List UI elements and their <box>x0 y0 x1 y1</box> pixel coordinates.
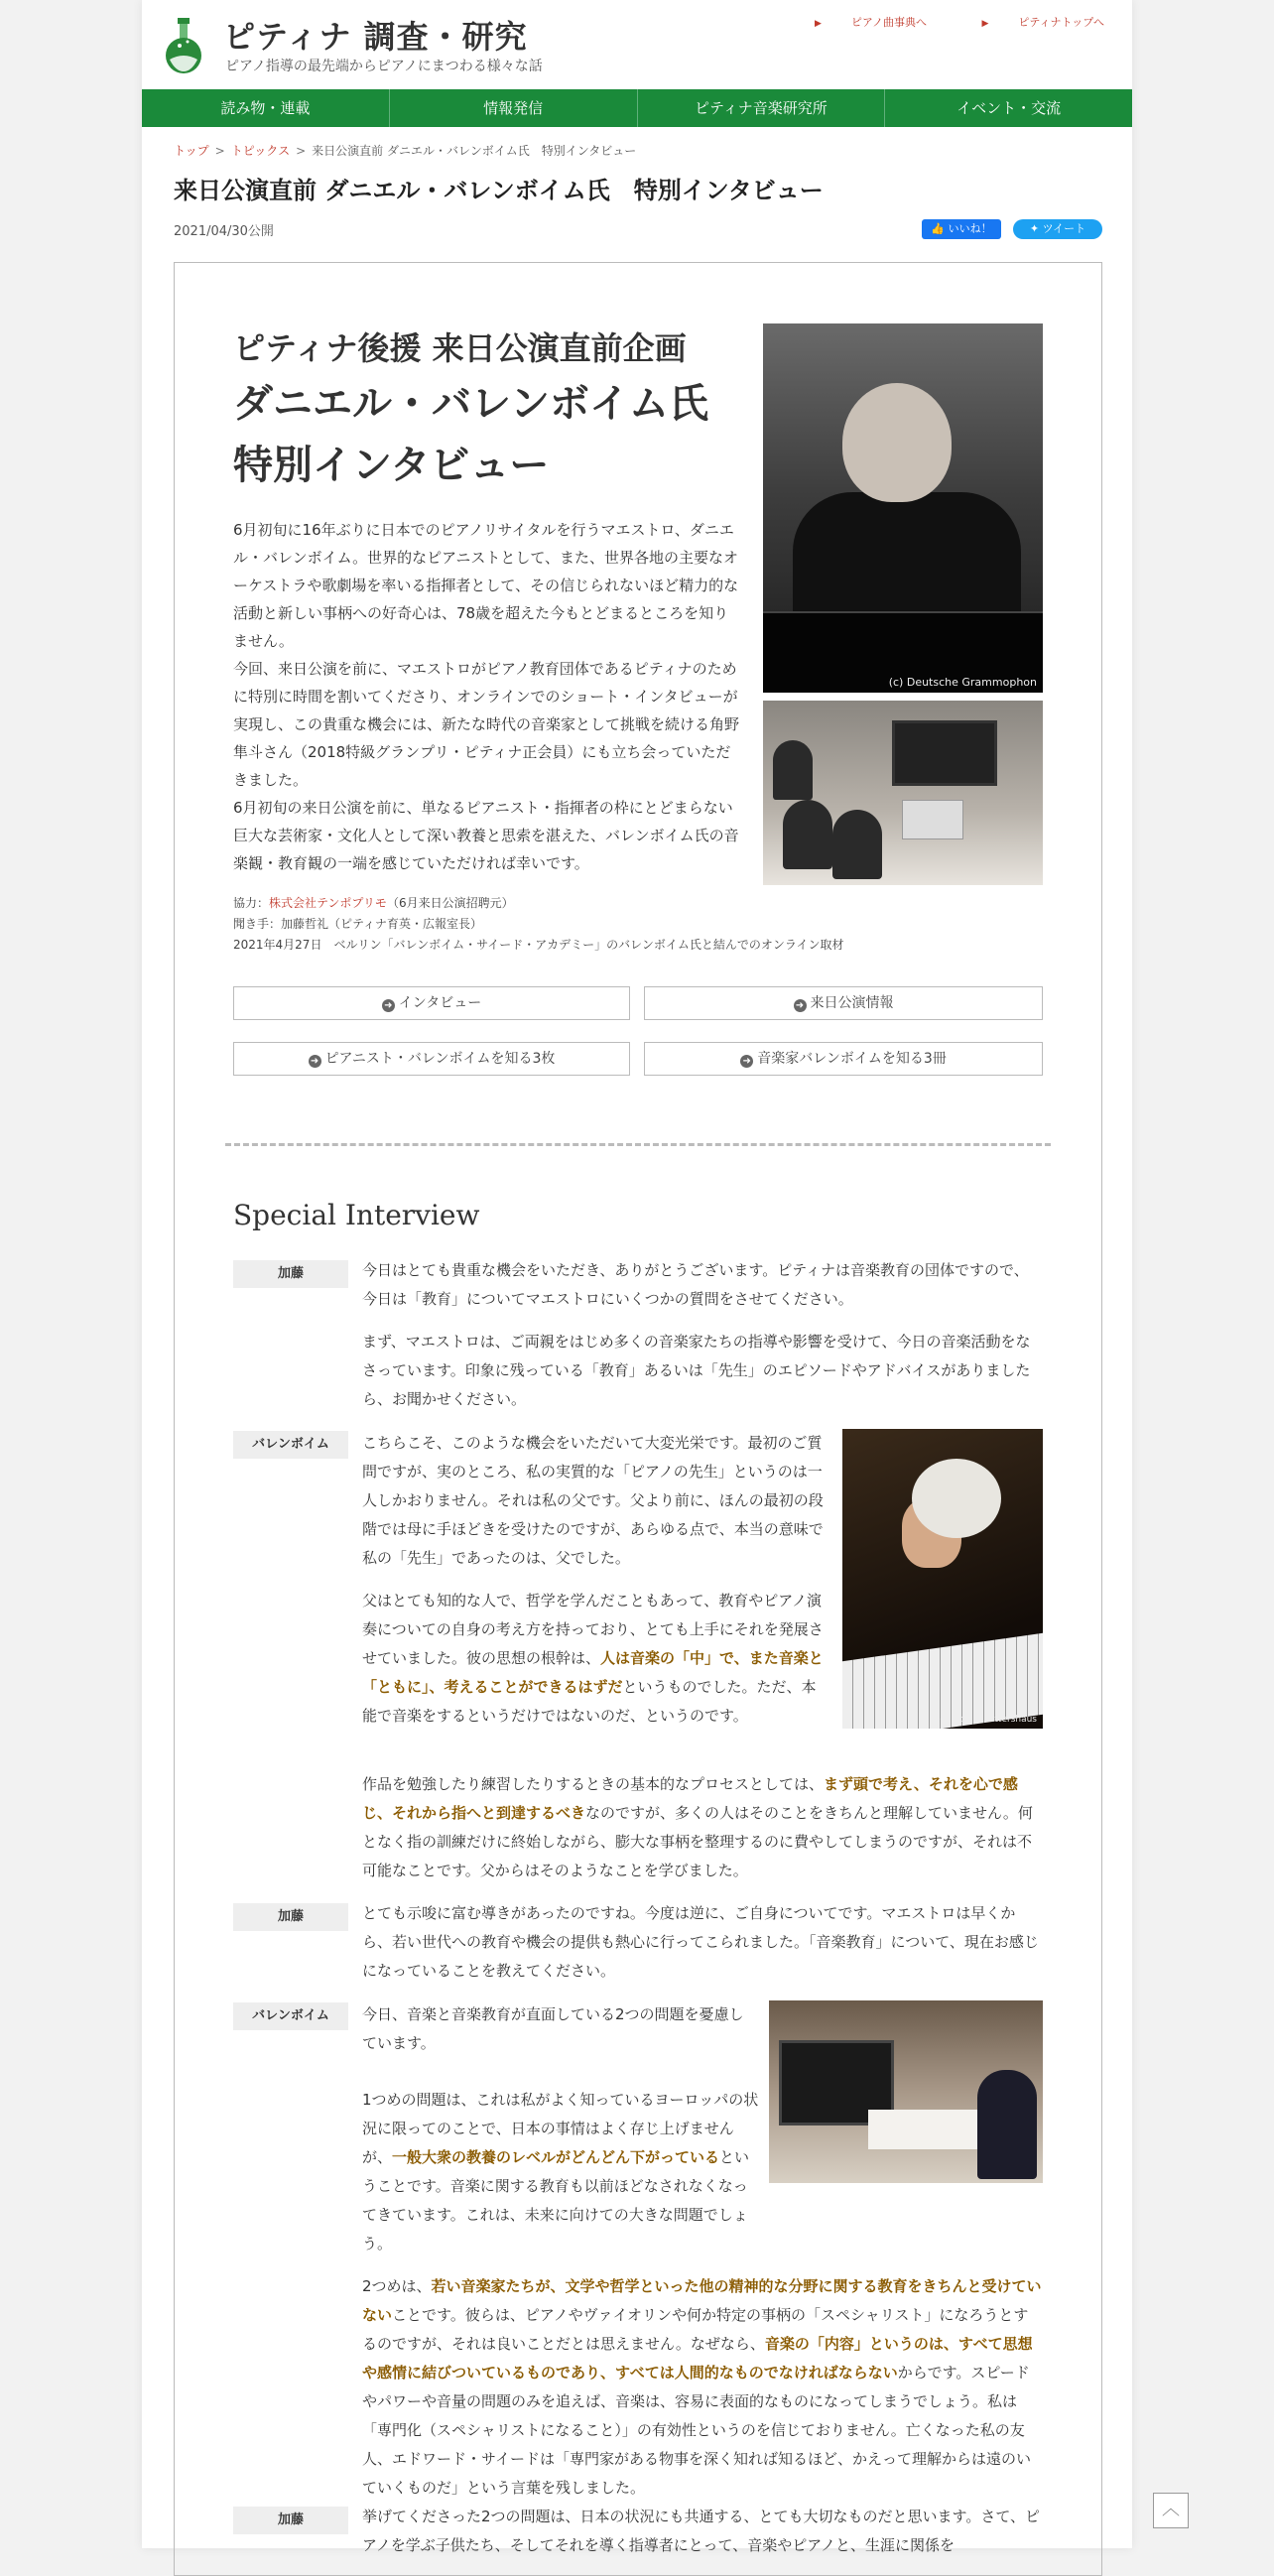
tweet-label: ツイート <box>1042 222 1086 235</box>
photo-credit: (c) Monika Rittershaus <box>936 1715 1037 1725</box>
question-paragraph: とても示唆に富む導きがあったのですね。今度は逆に、ご自身についてです。マエストロは早くから、若い世代への教育や機会の提供も熱心に行ってこられました。「音楽教育」について、現在お感じになっていることを教えてください。 <box>362 1904 1039 1980</box>
answer-text: 2つめは、 <box>362 2277 432 2295</box>
three-books-anchor-button[interactable] <box>644 1042 1043 1076</box>
photo-person <box>783 800 832 869</box>
site-subtitle: ピアノ指導の最先端からピアノにまつわる様々な話 <box>225 59 543 74</box>
twitter-bird-icon: ✦ <box>1029 222 1040 235</box>
speaker-label-kato: 加藤 <box>233 1260 348 1288</box>
breadcrumb-separator: > <box>296 144 307 158</box>
meta-interviewer: 聞き手：加藤哲礼（ピティナ育英・広報室長） <box>233 917 483 931</box>
question-paragraph: 今日はとても貴重な機会をいただき、ありがとうございます。ピティナは音楽教育の団体ですので、今日は「教育」についてマエストロにいくつかの質問をさせてください。 <box>362 1261 1029 1308</box>
arrow-circle-icon: ➜ <box>309 1055 321 1068</box>
answer-paragraph: こちらこそ、このような機会をいただいて大変光栄です。最初のご質問ですが、実のところ、私の実質的な「ピアノの先生」というのは一人しかおりません。それは私の父です。父より前に、ほんの最初の段階では母に手ほどきを受けたのですが、あらゆる点で、本当の意味で私の「先生」であったのは、父でした。 <box>362 1434 824 1567</box>
answer-paragraph <box>362 1587 828 1731</box>
highlighted-text: 人は音楽の「中」で、また音楽と「ともに」、考えることができるはずだ <box>362 1649 824 1696</box>
lead-title-line2: 特別インタビュー <box>233 443 550 488</box>
ptna-top-link[interactable] <box>956 16 1105 29</box>
question-3 <box>362 2503 1043 2574</box>
intro-paragraph: 6月初旬に16年ぶりに日本でのピアノリサイタルを行うマエストロ、ダニエル・バレンボイム。世界的なピアニストとして、また、世界各地の主要なオーケストラや歌劇場を率いる指揮者として、その信じられないほど精力的な活動と新しい事柄への好奇心は、78歳を超えた今もとどまるところを知りません。 <box>233 521 739 650</box>
arrow-circle-icon: ➜ <box>740 1055 753 1068</box>
lead-title-line1: ダニエル・バレンボイム氏 <box>233 381 708 427</box>
speaker-label-kato: 加藤 <box>233 2507 348 2534</box>
answer-1-continued <box>362 1770 1043 1899</box>
highlighted-text: 音楽の「内容」というのは、すべて思想や感情に結びついているものであり、すべては人間的なものでなければならない <box>362 2335 1033 2382</box>
photo-hair <box>912 1459 1001 1538</box>
site-header <box>142 0 1132 89</box>
page-title: 来日公演直前 ダニエル・バレンボイム氏 特別インタビュー <box>174 177 824 204</box>
speaker-label-barenboim: バレンボイム <box>233 1431 348 1459</box>
breadcrumb <box>174 142 636 159</box>
online-interview-photo <box>763 701 1043 885</box>
breadcrumb-current: 来日公演直前 ダニエル・バレンボイム氏 特別インタビュー <box>312 144 637 158</box>
section-title: Special Interview <box>233 1199 480 1231</box>
arrow-circle-icon: ➜ <box>794 999 807 1012</box>
barenboim-piano-photo <box>842 1429 1043 1729</box>
triangle-icon: ▶ <box>814 19 822 29</box>
lead-kicker: ピティナ後援 来日公演直前企画 <box>233 329 687 367</box>
question-2 <box>362 1899 1043 1999</box>
section-divider <box>225 1143 1051 1146</box>
nav-reading[interactable]: 読み物・連載 <box>142 89 390 127</box>
barenboim-portrait-photo <box>763 323 1043 693</box>
like-label: いいね！ <box>948 222 992 235</box>
site-title[interactable]: ピティナ 調査・研究 <box>223 18 528 56</box>
question-paragraph: まず、マエストロは、ご両親をはじめ多くの音楽家たちの指導や影響を受けて、今日の音楽活動をなさっています。印象に残っている「教育」あるいは「先生」のエピソードやアドバイスがありましたら、お聞かせください。 <box>362 1333 1031 1408</box>
button-label: 来日公演情報 <box>810 995 894 1011</box>
arrow-circle-icon: ➜ <box>382 999 395 1012</box>
publish-date: 2021/04/30公開 <box>174 224 274 239</box>
answer-paragraph <box>362 2086 759 2258</box>
highlighted-text: 一般大衆の教養のレベルがどんどん下がっている <box>392 2148 720 2166</box>
answer-1 <box>362 1429 828 1744</box>
back-to-top-button[interactable] <box>1153 2493 1189 2528</box>
tempoprimo-link[interactable]: 株式会社テンポプリモ <box>269 896 387 910</box>
question-paragraph: 挙げてくださった2つの問題は、日本の状況にも共通する、とても大切なものだと思います。さて、ピアノを学ぶ子供たち、そしてそれを導く指導者にとって、音楽やピアノと、生涯に関係を <box>362 2508 1041 2554</box>
article-meta <box>233 893 844 956</box>
highlighted-text: 若い音楽家たちが、文学や哲学といった他の精神的な分野に関する教育をきちんと受けていない <box>362 2277 1042 2324</box>
answer-paragraph <box>362 2272 1043 2503</box>
tweet-button[interactable] <box>1013 219 1102 239</box>
three-albums-anchor-button[interactable] <box>233 1042 630 1076</box>
nav-events[interactable]: イベント・交流 <box>956 99 1062 117</box>
answer-paragraph <box>362 1770 1043 1885</box>
photo-monitor <box>892 720 997 786</box>
answer-text: というものでした。ただ、本能で音楽をするというだけではないのだ、というのです。 <box>362 1678 817 1725</box>
photo-laptop <box>902 800 963 839</box>
photo-person <box>773 740 813 800</box>
meta-coop-note: （6月来日公演招聘元） <box>386 896 514 910</box>
interview-anchor-button[interactable] <box>233 986 630 1020</box>
answer-text: ことです。彼らは、ピアノやヴァイオリンや何か特定の事柄の「スペシャリスト」になろうとするのですが、それは良いことだとは思えません。なぜなら、 <box>362 2306 1029 2353</box>
meta-coop-label: 協力： <box>233 896 270 910</box>
intro-paragraph: 今回、来日公演を前に、マエストロがピアノ教育団体であるピティナのために特別に時間を割いてくださり、オンラインでのショート・インタビューが実現し、この貴重な機会には、新たな時代の音楽家として挑戦を続ける角野隼斗さん（2018特級グランプリ・ピティナ正会員）にも立ち会っていただきました。 <box>233 660 740 789</box>
flask-logo-icon[interactable] <box>162 16 205 75</box>
photo-person <box>832 810 882 879</box>
photo-face <box>842 383 952 502</box>
header-links <box>763 14 1104 30</box>
answer-text: 1つめの問題は、これは私がよく知っているヨーロッパの状況に限ってのことで、日本の事情はよく存じ上げませんが、 <box>362 2091 759 2166</box>
answer-2 <box>362 2000 755 2072</box>
piano-dictionary-link[interactable] <box>789 16 927 29</box>
breadcrumb-top[interactable]: トップ <box>174 144 209 158</box>
speaker-label-kato: 加藤 <box>233 1903 348 1931</box>
speaker-label-barenboim: バレンボイム <box>233 2002 348 2030</box>
meta-cooperation <box>233 893 844 914</box>
thumbs-up-icon: 👍 <box>931 222 946 235</box>
answer-text: 父はとても知的な人で、哲学を学んだこともあって、教育やピアノ演奏についての自身の考え方を持っており、とても上手にそれを発展させていました。彼の思想の根幹は、 <box>362 1592 824 1667</box>
page <box>142 0 1132 2554</box>
answer-text: ということです。音楽に関する教育も以前ほどなされなくなってきています。これは、未来に向けての大きな問題でしょう。 <box>362 2148 750 2253</box>
breadcrumb-topics[interactable]: トピックス <box>230 144 291 158</box>
answer-text: なのですが、多くの人はそのことをきちんと理解していません。何となく指の訓練だけに終始しながら、膨大な事柄を整理するのに費やしてしまうのですが、それは不可能なことです。父からはそのようなことを学びました。 <box>362 1804 1033 1879</box>
answer-text: 作品を勉強したり練習したりするときの基本的なプロセスとしては、 <box>362 1775 825 1793</box>
intro-text <box>233 516 739 877</box>
meta-date: 2021年4月27日 ベルリン「バレンボイム・サイード・アカデミー」のバレンボイム氏と結んでのオンライン取材 <box>233 938 844 952</box>
answer-2-continued <box>362 2086 1043 2516</box>
nav-info[interactable]: 情報発信 <box>390 89 638 127</box>
facebook-like-button[interactable] <box>922 219 1001 239</box>
intro-paragraph: 6月初旬の来日公演を前に、単なるピアニスト・指揮者の枠にとどまらない巨大な芸術家・文化人として深い教養と思索を湛えた、バレンボイム氏の音楽観・教育観の一端を感じていただければ幸いです。 <box>233 799 739 872</box>
breadcrumb-separator: > <box>214 144 225 158</box>
question-1 <box>362 1256 1043 1428</box>
arrow-up-icon: ︿ <box>1162 2499 1180 2519</box>
button-label: インタビュー <box>398 995 482 1011</box>
highlighted-text: まず頭で考え、それを心で感じ、それから指へと到達するべき <box>362 1775 1018 1822</box>
button-label: 音楽家バレンボイムを知る3冊 <box>757 1051 947 1067</box>
photo-credit: (c) Deutsche Grammophon <box>888 676 1037 689</box>
main-nav <box>142 89 1132 127</box>
answer-paragraph: 今日、音楽と音楽教育が直面している2つの問題を憂慮しています。 <box>362 2005 744 2052</box>
nav-research[interactable]: ピティナ音楽研究所 <box>638 89 886 127</box>
ptna-top-label: ピティナトップへ <box>1018 16 1104 29</box>
triangle-icon: ▶ <box>981 19 989 29</box>
answer-text: からです。スピードやパワーや音量の問題のみを追えば、音楽は、容易に表面的なものになってしまうでしょう。私は「専門化（スペシャリストになること）」の有効性というのを信じておりません。亡くなった私の友人、エドワード・サイードは「専門家がある物事を深く知れば知るほど、かえって理解からは遠のいていくものだ」という言葉を残しました。 <box>362 2364 1031 2497</box>
button-label: ピアニスト・バレンボイムを知る3枚 <box>324 1051 556 1067</box>
piano-dictionary-label: ピアノ曲事典へ <box>850 16 927 29</box>
concert-info-anchor-button[interactable] <box>644 986 1043 1020</box>
lead-title <box>233 373 749 496</box>
